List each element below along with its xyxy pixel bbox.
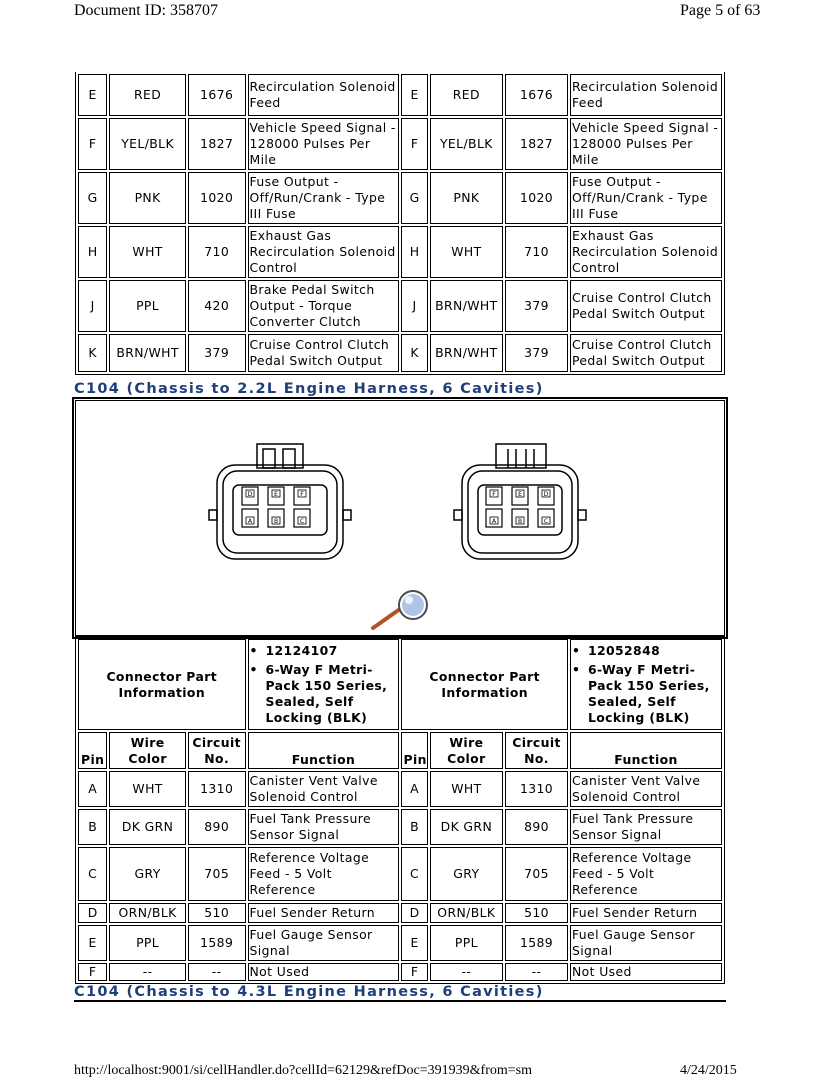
table-row — [78, 280, 722, 332]
pin-cell: G — [401, 172, 427, 224]
table-row — [78, 172, 722, 224]
cavity-letter: D — [543, 491, 549, 498]
pin-cell: E — [401, 925, 427, 961]
wire-color-cell: PNK — [109, 172, 186, 224]
connector-part-info-label: Connector Part Information — [78, 639, 246, 730]
pin-cell: E — [78, 925, 107, 961]
circuit-cell: 1310 — [188, 771, 246, 807]
pin-cell: K — [78, 334, 107, 372]
connector-left-drawing — [209, 444, 351, 559]
bullet: • — [571, 662, 581, 677]
col-header-wire-color: Wire Color — [109, 732, 186, 769]
footer-url: http://localhost:9001/si/cellHandler.do?cellId=62129&refDoc=391939&from=sm — [74, 1063, 532, 1078]
magnifier-icon[interactable] — [373, 591, 427, 628]
connector-right-drawing — [454, 444, 586, 559]
wire-color-cell: PPL — [430, 925, 503, 961]
circuit-cell: -- — [505, 963, 568, 981]
part-number: 12124107 — [265, 643, 338, 658]
circuit-cell: 1020 — [188, 172, 246, 224]
function-cell: Not Used — [248, 963, 400, 981]
pin-cell: J — [78, 280, 107, 332]
pin-cell: B — [78, 809, 107, 845]
col-header-function: Function — [248, 732, 400, 769]
circuit-cell: 710 — [505, 226, 568, 278]
pin-cell: G — [78, 172, 107, 224]
function-cell: Fuel Sender Return — [248, 903, 400, 923]
table-row — [78, 925, 722, 961]
circuit-cell: 705 — [505, 847, 568, 901]
wire-color-cell: DK GRN — [109, 809, 186, 845]
function-cell: Fuel Gauge Sensor Signal — [248, 925, 400, 961]
function-cell: Fuel Tank Pressure Sensor Signal — [570, 809, 722, 845]
connector-right-cavities — [486, 487, 554, 527]
part-number: 12052848 — [587, 643, 661, 658]
circuit-cell: 1589 — [188, 925, 246, 961]
wire-color-cell: GRY — [109, 847, 186, 901]
cavity-letter: A — [247, 518, 253, 525]
cavity-letter: E — [518, 491, 522, 498]
bullet: • — [249, 643, 258, 658]
circuit-cell: 1827 — [505, 118, 568, 170]
pin-cell: E — [78, 74, 107, 116]
table-row — [78, 771, 722, 807]
circuit-cell: 1827 — [188, 118, 246, 170]
function-cell: Cruise Control Clutch Pedal Switch Output — [570, 334, 722, 372]
pin-cell: J — [401, 280, 427, 332]
function-cell: Vehicle Speed Signal - 128000 Pulses Per Mile — [248, 118, 400, 170]
cavity-letter: C — [299, 518, 305, 525]
connector-part-info-label: Connector Part Information — [401, 639, 567, 730]
table-row — [78, 963, 722, 981]
pin-cell: A — [78, 771, 107, 807]
circuit-cell: 1310 — [505, 771, 568, 807]
pinout-table-continued — [75, 72, 725, 375]
table-row — [78, 74, 722, 116]
function-cell: Fuse Output - Off/Run/Crank - Type III Fuse — [248, 172, 400, 224]
cavity-letter: C — [543, 518, 549, 525]
function-cell: Fuel Gauge Sensor Signal — [570, 925, 722, 961]
wire-color-cell: WHT — [109, 771, 186, 807]
wire-color-cell: -- — [109, 963, 186, 981]
connector-part-info-left — [248, 639, 400, 730]
function-cell: Cruise Control Clutch Pedal Switch Output — [570, 280, 722, 332]
circuit-cell: 379 — [505, 280, 568, 332]
pin-cell: F — [401, 963, 427, 981]
table-row — [78, 118, 722, 170]
function-cell: Cruise Control Clutch Pedal Switch Output — [248, 334, 400, 372]
page-number: Page 5 of 63 — [680, 2, 761, 19]
pin-cell: D — [401, 903, 427, 923]
table-row — [78, 334, 722, 372]
wire-color-cell: WHT — [430, 771, 503, 807]
pin-cell: F — [401, 118, 427, 170]
pin-cell: H — [401, 226, 427, 278]
section-rule — [74, 1000, 726, 1002]
wire-color-cell: PNK — [430, 172, 503, 224]
pin-cell: B — [401, 809, 427, 845]
wire-color-cell: BRN/WHT — [430, 334, 503, 372]
wire-color-cell: BRN/WHT — [430, 280, 503, 332]
function-cell: Vehicle Speed Signal - 128000 Pulses Per Mile — [570, 118, 722, 170]
cavity-letter: F — [300, 491, 304, 498]
cavity-letter: F — [492, 491, 496, 498]
function-cell: Reference Voltage Feed - 5 Volt Reference — [248, 847, 400, 901]
function-cell: Canister Vent Valve Solenoid Control — [248, 771, 400, 807]
circuit-cell: 510 — [188, 903, 246, 923]
function-cell: Recirculation Solenoid Feed — [570, 74, 722, 116]
circuit-cell: 705 — [188, 847, 246, 901]
function-cell: Recirculation Solenoid Feed — [248, 74, 400, 116]
circuit-cell: 1676 — [188, 74, 246, 116]
circuit-cell: 379 — [505, 334, 568, 372]
col-header-pin: Pin — [401, 732, 427, 769]
pin-cell: F — [78, 118, 107, 170]
wire-color-cell: DK GRN — [430, 809, 503, 845]
wire-color-cell: -- — [430, 963, 503, 981]
pin-cell: D — [78, 903, 107, 923]
pinout-table-2-2l — [75, 636, 725, 984]
footer-date: 4/24/2015 — [680, 1063, 737, 1078]
pin-cell: H — [78, 226, 107, 278]
circuit-cell: 1676 — [505, 74, 568, 116]
cavity-letter: D — [247, 491, 253, 498]
col-header-pin: Pin — [78, 732, 107, 769]
wire-color-cell: PPL — [109, 280, 186, 332]
cavity-letter: E — [274, 491, 278, 498]
connector-figure — [75, 400, 725, 636]
part-description: 6-Way F Metri-Pack 150 Series, Sealed, Self Locking (BLK) — [587, 662, 710, 725]
wire-color-cell: RED — [430, 74, 503, 116]
wire-color-cell: WHT — [109, 226, 186, 278]
wire-color-cell: GRY — [430, 847, 503, 901]
pin-cell: A — [401, 771, 427, 807]
table-row — [78, 226, 722, 278]
wire-color-cell: YEL/BLK — [109, 118, 186, 170]
wire-color-cell: PPL — [109, 925, 186, 961]
cavity-letter: B — [273, 518, 279, 525]
circuit-cell: -- — [188, 963, 246, 981]
col-header-function: Function — [570, 732, 722, 769]
cavity-letter: A — [491, 518, 497, 525]
bullet: • — [249, 662, 258, 677]
wire-color-cell: RED — [109, 74, 186, 116]
wire-color-cell: ORN/BLK — [109, 903, 186, 923]
circuit-cell: 890 — [188, 809, 246, 845]
table-row — [78, 809, 722, 845]
pin-cell: F — [78, 963, 107, 981]
function-cell: Canister Vent Valve Solenoid Control — [570, 771, 722, 807]
section-title-4-3l: C104 (Chassis to 4.3L Engine Harness, 6 Cavities) — [74, 984, 544, 1000]
col-header-circuit: Circuit No. — [188, 732, 246, 769]
pin-cell: E — [401, 74, 427, 116]
connector-left-cavities — [242, 487, 310, 527]
col-header-wire-color: Wire Color — [430, 732, 503, 769]
function-cell: Not Used — [570, 963, 722, 981]
circuit-cell: 1589 — [505, 925, 568, 961]
wire-color-cell: BRN/WHT — [109, 334, 186, 372]
section-title-2-2l: C104 (Chassis to 2.2L Engine Harness, 6 Cavities) — [74, 381, 544, 397]
part-description: 6-Way F Metri-Pack 150 Series, Sealed, Self Locking (BLK) — [265, 662, 388, 725]
table-row — [78, 847, 722, 901]
bullet: • — [571, 643, 581, 658]
function-cell: Fuel Sender Return — [570, 903, 722, 923]
circuit-cell: 510 — [505, 903, 568, 923]
circuit-cell: 710 — [188, 226, 246, 278]
table-row — [78, 903, 722, 923]
circuit-cell: 420 — [188, 280, 246, 332]
function-cell: Fuse Output - Off/Run/Crank - Type III Fuse — [570, 172, 722, 224]
document-id: Document ID: 358707 — [74, 2, 218, 19]
circuit-cell: 1020 — [505, 172, 568, 224]
pin-cell: K — [401, 334, 427, 372]
pin-cell: C — [78, 847, 107, 901]
connector-part-info-right — [570, 639, 722, 730]
col-header-circuit: Circuit No. — [505, 732, 568, 769]
pin-cell: C — [401, 847, 427, 901]
circuit-cell: 379 — [188, 334, 246, 372]
function-cell: Fuel Tank Pressure Sensor Signal — [248, 809, 400, 845]
circuit-cell: 890 — [505, 809, 568, 845]
function-cell: Exhaust Gas Recirculation Solenoid Control — [570, 226, 722, 278]
function-cell: Brake Pedal Switch Output - Torque Converter Clutch — [248, 280, 400, 332]
wire-color-cell: YEL/BLK — [430, 118, 503, 170]
cavity-letter: B — [517, 518, 523, 525]
function-cell: Exhaust Gas Recirculation Solenoid Control — [248, 226, 400, 278]
wire-color-cell: WHT — [430, 226, 503, 278]
wire-color-cell: ORN/BLK — [430, 903, 503, 923]
function-cell: Reference Voltage Feed - 5 Volt Reference — [570, 847, 722, 901]
